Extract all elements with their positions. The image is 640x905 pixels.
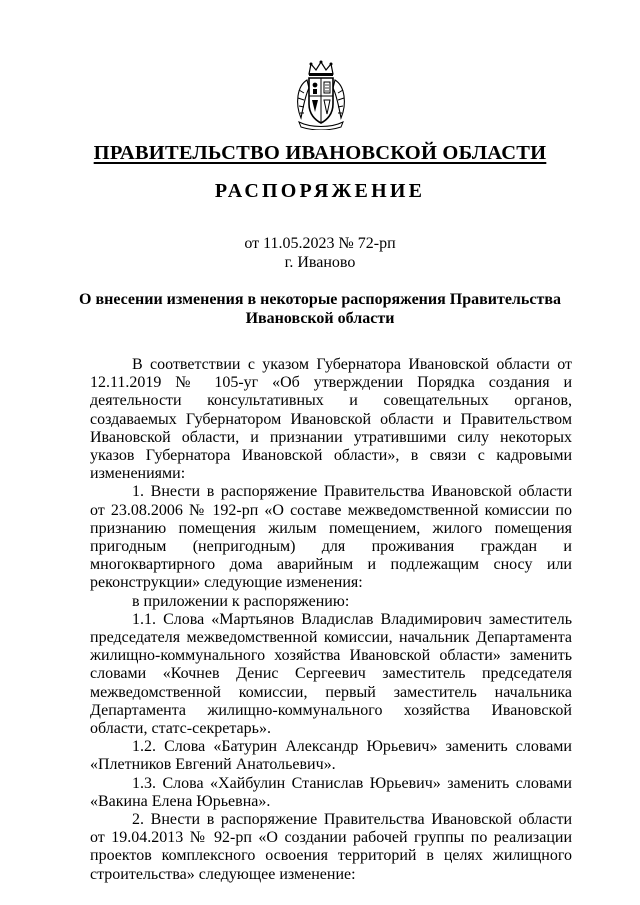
document-type: РАСПОРЯЖЕНИЕ (214, 180, 426, 202)
paragraph-item-1-2: 1.2. Слова «Батурин Александр Юрьевич» заменить словами «Плетников Евгений Анатольевич». (90, 738, 572, 774)
paragraph-item-1-1: 1.1. Слова «Мартьянов Владислав Владимирович заместитель председателя межведомственной комиссии, начальник Департамента жилищно-коммунального хозяйства Ивановской области» заменить словами «Кочнев Денис Сергеевич заместитель председателя межведомственной комиссии, первый заместитель начальника Департамента жилищно-коммунального хозяйства Ивановской области, статс-секретарь». (90, 610, 572, 738)
paragraph-preamble: В соответствии с указом Губернатора Ивановской области от 12.11.2019 № 105-уг «Об утверждении Порядка создания и деятельности консультативных и совещательных органов, создаваемых Губернатором Ивановской области и Правительством Ивановской области, и признании утратившими силу некоторых указов Губернатора Ивановской области», в связи с кадровыми изменениями: (90, 356, 572, 483)
document-subject: О внесении изменения в некоторые распоряжения Правительства Ивановской области (79, 291, 561, 327)
date-number: от 11.05.2023 № 72-рп (244, 235, 396, 252)
paragraph-item-2: 2. Внести в распоряжение Правительства Ивановской области от 19.04.2013 № 92-рп «О создании рабочей группы по реализации проектов комплексного освоения территорий в целях жилищного строительства» следующее изменение: (90, 811, 572, 883)
paragraph-item-1: 1. Внести в распоряжение Правительства Ивановской области от 23.08.2006 № 192-рп «О составе межведомственной комиссии по признанию помещения жилым помещением, жилого помещения пригодным (непригодным) для проживания граждан и многоквартирного дома аварийным и подлежащим сносу или реконструкции» следующие изменения: (90, 483, 572, 592)
government-title: ПРАВИТЕЛЬСТВО ИВАНОВСКОЙ ОБЛАСТИ (93, 142, 547, 164)
ivanovo-coat-of-arms-icon (293, 60, 349, 130)
document-meta (0, 234, 640, 272)
document-body (90, 356, 572, 884)
paragraph-item-1-3: 1.3. Слова «Хайбулин Станислав Юрьевич» заменить словами «Вакина Елена Юрьевна». (90, 774, 572, 810)
city: г. Иваново (284, 254, 356, 271)
paragraph-appendix: в приложении к распоряжению: (132, 592, 350, 610)
